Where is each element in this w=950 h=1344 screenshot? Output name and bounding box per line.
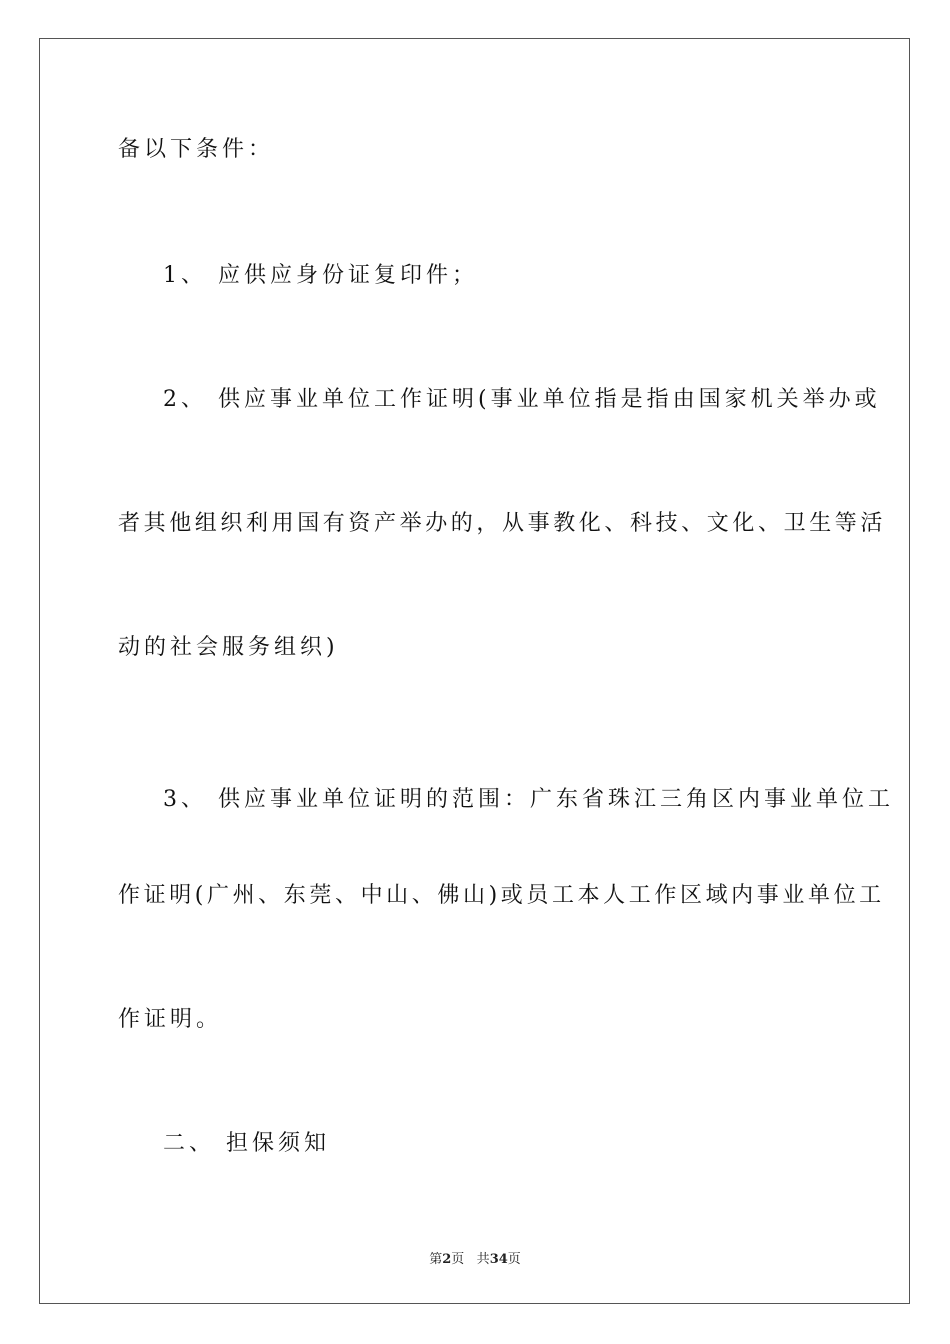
text-line-2: 1、 应供应身份证复印件；: [163, 263, 478, 288]
text-line-8: 作证明。: [118, 1007, 223, 1032]
text-line-3: 2、 供应事业单位工作证明(事业单位指是指由国家机关举办或: [163, 387, 881, 412]
footer-total-pages: 34: [489, 1252, 508, 1267]
footer-total-prefix: 共: [476, 1252, 490, 1267]
footer-page-number: 2: [442, 1252, 452, 1267]
text-line-1: 备以下条件：: [118, 137, 275, 162]
footer-page-suffix: 页: [451, 1252, 465, 1267]
text-line-4: 者其他组织利用国有资产举办的，从事教化、科技、文化、卫生等活: [118, 511, 887, 536]
footer-page-prefix: 第: [429, 1252, 443, 1267]
page-footer: [0, 1248, 950, 1267]
footer-total-suffix: 页: [507, 1252, 521, 1267]
text-line-7: 作证明(广州、东莞、中山、佛山)或员工本人工作区域内事业单位工: [118, 883, 885, 908]
text-line-5: 动的社会服务组织): [118, 635, 339, 660]
page-frame: [39, 38, 910, 1304]
text-line-6: 3、 供应事业单位证明的范围：广东省珠江三角区内事业单位工: [163, 787, 894, 812]
text-line-9: 二、 担保须知: [163, 1131, 330, 1156]
